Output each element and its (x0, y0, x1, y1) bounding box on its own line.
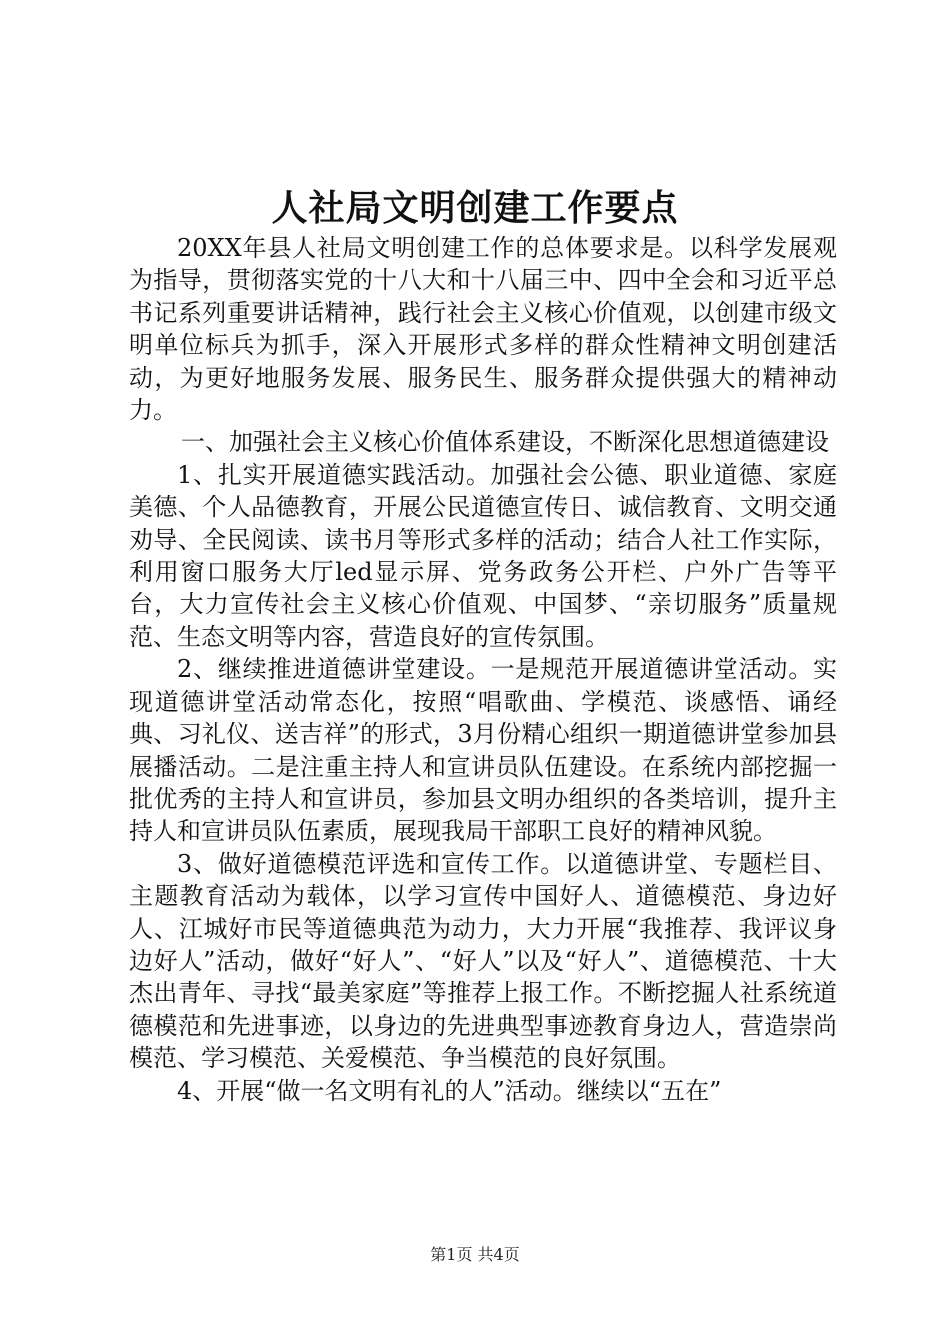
document-body (129, 232, 837, 1107)
item-paragraph-2: 2、继续推进道德讲堂建设。一是规范开展道德讲堂活动。实现道德讲堂活动常态化，按照“唱歌曲、学模范、谈感悟、诵经典、习礼仪、送吉祥”的形式，3月份精心组织一期道德讲堂参加县展播活动。二是注重主持人和宣讲员队伍建设。在系统内部挖掘一批优秀的主持人和宣讲员，参加县文明办组织的各类培训，提升主持人和宣讲员队伍素质，展现我局干部职工良好的精神风貌。 (129, 655, 837, 846)
section-heading-1: 一、加强社会主义核心价值体系建设，不断深化思想道德建设 (181, 428, 829, 457)
document-title: 人社局文明创建工作要点 (271, 187, 679, 229)
page-number-footer: 第1页 共4页 (430, 1245, 520, 1264)
item-paragraph-3: 3、做好道德模范评选和宣传工作。以道德讲堂、专题栏目、主题教育活动为载体，以学习宣传中国好人、道德模范、身边好人、江城好市民等道德典范为动力，大力开展“我推荐、我评议身边好人”活动，做好“好人”、“好人”以及“好人”、道德模范、十大杰出青年、寻找“最美家庭”等推荐上报工作。不断挖掘人社系统道德模范和先进事迹，以身边的先进典型事迹教育身边人，营造崇尚模范、学习模范、关爱模范、争当模范的良好氛围。 (129, 849, 837, 1073)
item-paragraph-4: 4、开展“做一名文明有礼的人”活动。继续以“五在” (177, 1076, 722, 1105)
item-paragraph-1: 1、扎实开展道德实践活动。加强社会公德、职业道德、家庭美德、个人品德教育，开展公民道德宣传日、诚信教育、文明交通劝导、全民阅读、读书月等形式多样的活动；结合人社工作实际，利用窗口服务大厅led显示屏、党务政务公开栏、户外广告等平台，大力宣传社会主义核心价值观、中国梦、“亲切服务”质量规范、生态文明等内容，营造良好的宣传氛围。 (129, 460, 837, 651)
intro-paragraph: 20XX年县人社局文明创建工作的总体要求是。以科学发展观为指导，贯彻落实党的十八大和十八届三中、四中全会和习近平总书记系列重要讲话精神，践行社会主义核心价值观，以创建市级文明单位标兵为抓手，深入开展形式多样的群众性精神文明创建活动，为更好地服务发展、服务民生、服务群众提供强大的精神动力。 (129, 234, 837, 425)
